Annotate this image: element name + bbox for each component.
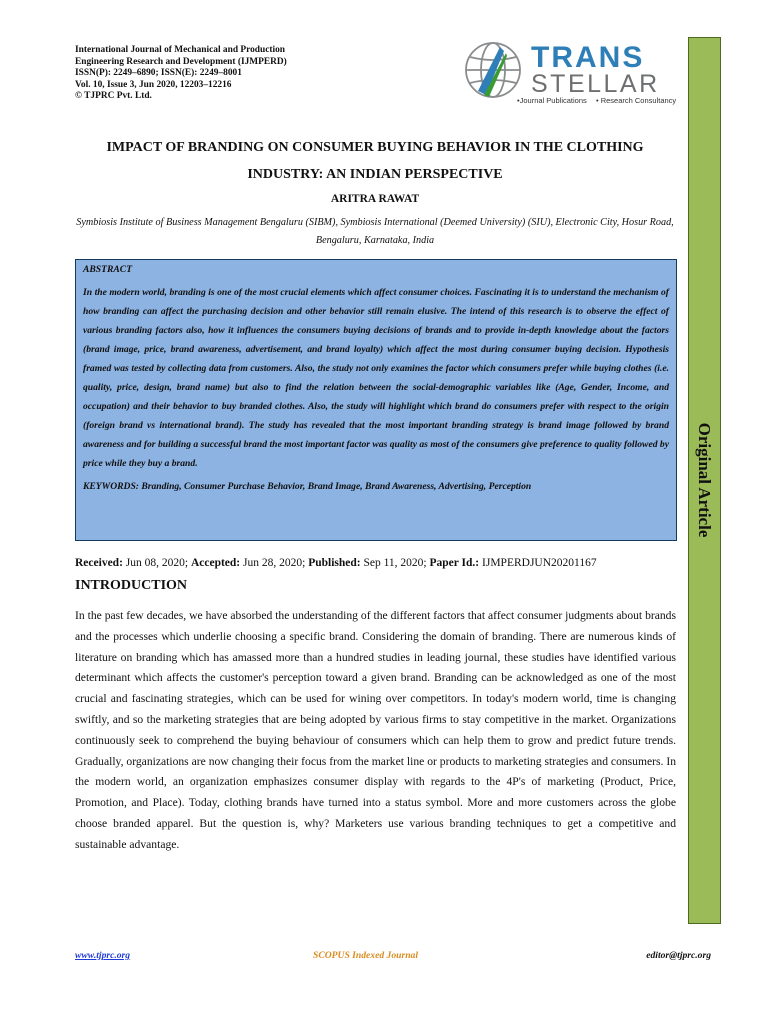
footer-indexed-label: SCOPUS Indexed Journal <box>313 950 419 961</box>
published-label: Published: <box>308 557 361 569</box>
journal-copyright: © TJPRC Pvt. Ltd. <box>75 91 152 101</box>
globe-icon <box>460 37 682 107</box>
journal-name-line2: Engineering Research and Development (IJMPERD) <box>75 56 287 67</box>
logo-tag-publications: •Journal Publications <box>517 96 587 105</box>
journal-volume: Vol. 10, Issue 3, Jun 2020, 12203–12216 <box>75 79 232 90</box>
footer-website-link[interactable]: www.tjprc.org <box>75 950 131 961</box>
abstract-text: In the modern world, branding is one of the most crucial elements which affect consumer choices. Fascinating it is to understand the mechanism of how branding can affect the purchasing decision and other behavior still remain elusive. The intend of this research is to observe the effect of various branding factors also, how it influences the consumers buying decisions of brands and to provide in-depth knowledge about the factors (brand image, price, brand awareness, advertisement, and brand loyalty) which affect the most during consumer buying decision. Hypothesis framed was tested by collecting data from customers. Also, the study not only examines the factor which consumers prefer while buying clothes (i.e. quality, price, design, brand name) but also to find the relation between the social-demographic variables like (Age, Gender, Income, and occupation) and their behavior to buy branded clothes. Also, the study will highlight which brand do consumers prefer with respect to the origin (foreign brand vs international brand). The study has revealed that the most important branding strategy is brand image followed by brand awareness and for building a successful brand the most important factor was quality as most of the consumers give preference to quality followed by price while they buy a brand. <box>83 287 669 469</box>
paper-id-label: Paper Id.: <box>429 557 480 569</box>
article-type-label: Original Article <box>695 422 714 538</box>
author-affiliation: Symbiosis Institute of Business Management Bengaluru (SIBM), Symbiosis International (Deemed University) (SIU), Electronic City, Hosur Road, Bengaluru, Karnataka, India <box>76 217 674 246</box>
publication-dates <box>75 557 597 569</box>
paper-title-line1: IMPACT OF BRANDING ON CONSUMER BUYING BEHAVIOR IN THE CLOTHING <box>106 140 644 155</box>
keywords: KEYWORDS: Branding, Consumer Purchase Behavior, Brand Image, Brand Awareness, Advertising, Perception <box>83 481 532 492</box>
logo-tag-consultancy: • Research Consultancy <box>596 96 677 105</box>
abstract-heading: ABSTRACT <box>83 264 133 275</box>
accepted-label: Accepted: <box>190 557 241 569</box>
received-label: Received: <box>75 557 123 569</box>
paper-title-line2: INDUSTRY: AN INDIAN PERSPECTIVE <box>247 167 503 182</box>
journal-name-line1: International Journal of Mechanical and Production <box>75 45 285 55</box>
journal-info <box>75 45 287 103</box>
published-date: Sep 11, 2020; <box>363 557 427 569</box>
footer-email[interactable]: editor@tjprc.org <box>646 950 711 961</box>
transstellar-logo <box>460 37 682 107</box>
received-date: Jun 08, 2020; <box>125 557 189 569</box>
page-footer <box>75 950 711 964</box>
author-name: ARITRA RAWAT <box>330 193 420 205</box>
journal-issn: ISSN(P): 2249–6890; ISSN(E): 2249–8001 <box>75 68 242 78</box>
logo-word-stellar: STELLAR <box>531 70 660 98</box>
logo-word-trans: TRANS <box>531 41 645 74</box>
paper-title <box>62 134 688 188</box>
paper-id: IJMPERDJUN20201167 <box>482 557 597 569</box>
introduction-text: In the past few decades, we have absorbed the understanding of the different factors that affect consumer judgments about brands and the processes which underlie choosing a specific brand. Considering the domain of branding. There are numerous kinds of literature on branding which has amassed more than a hundred studies in leading journal, these studies have identified various determinant which affects the customer's perception toward a given brand. Branding can be acknowledged as one of the most crucial and fascinating strategies, which can be used for wining over competitors. In today's modern world, time is changing swiftly, and so the marketing strategies that are being adopted by various firms to stay competitive in the market. Organizations continuously seek to comprehend the buying behaviour of consumers which can help them to grow and predict future trends. Gradually, organizations are now changing their focus from the market line or products to marketing strategies and consumers. In the modern world, an organization emphasizes consumer display with regards to the 4P's of marketing (Product, Price, Promotion, and Place). Today, clothing brands have turned into a status symbol. More and more customers across the globe choose branded apparel. But the question is, why? Marketers use various branding techniques to get a competitive and sustainable advantage. <box>75 609 676 851</box>
abstract-box <box>75 259 677 541</box>
accepted-date: Jun 28, 2020; <box>243 557 306 569</box>
section-heading-introduction: INTRODUCTION <box>75 578 188 593</box>
